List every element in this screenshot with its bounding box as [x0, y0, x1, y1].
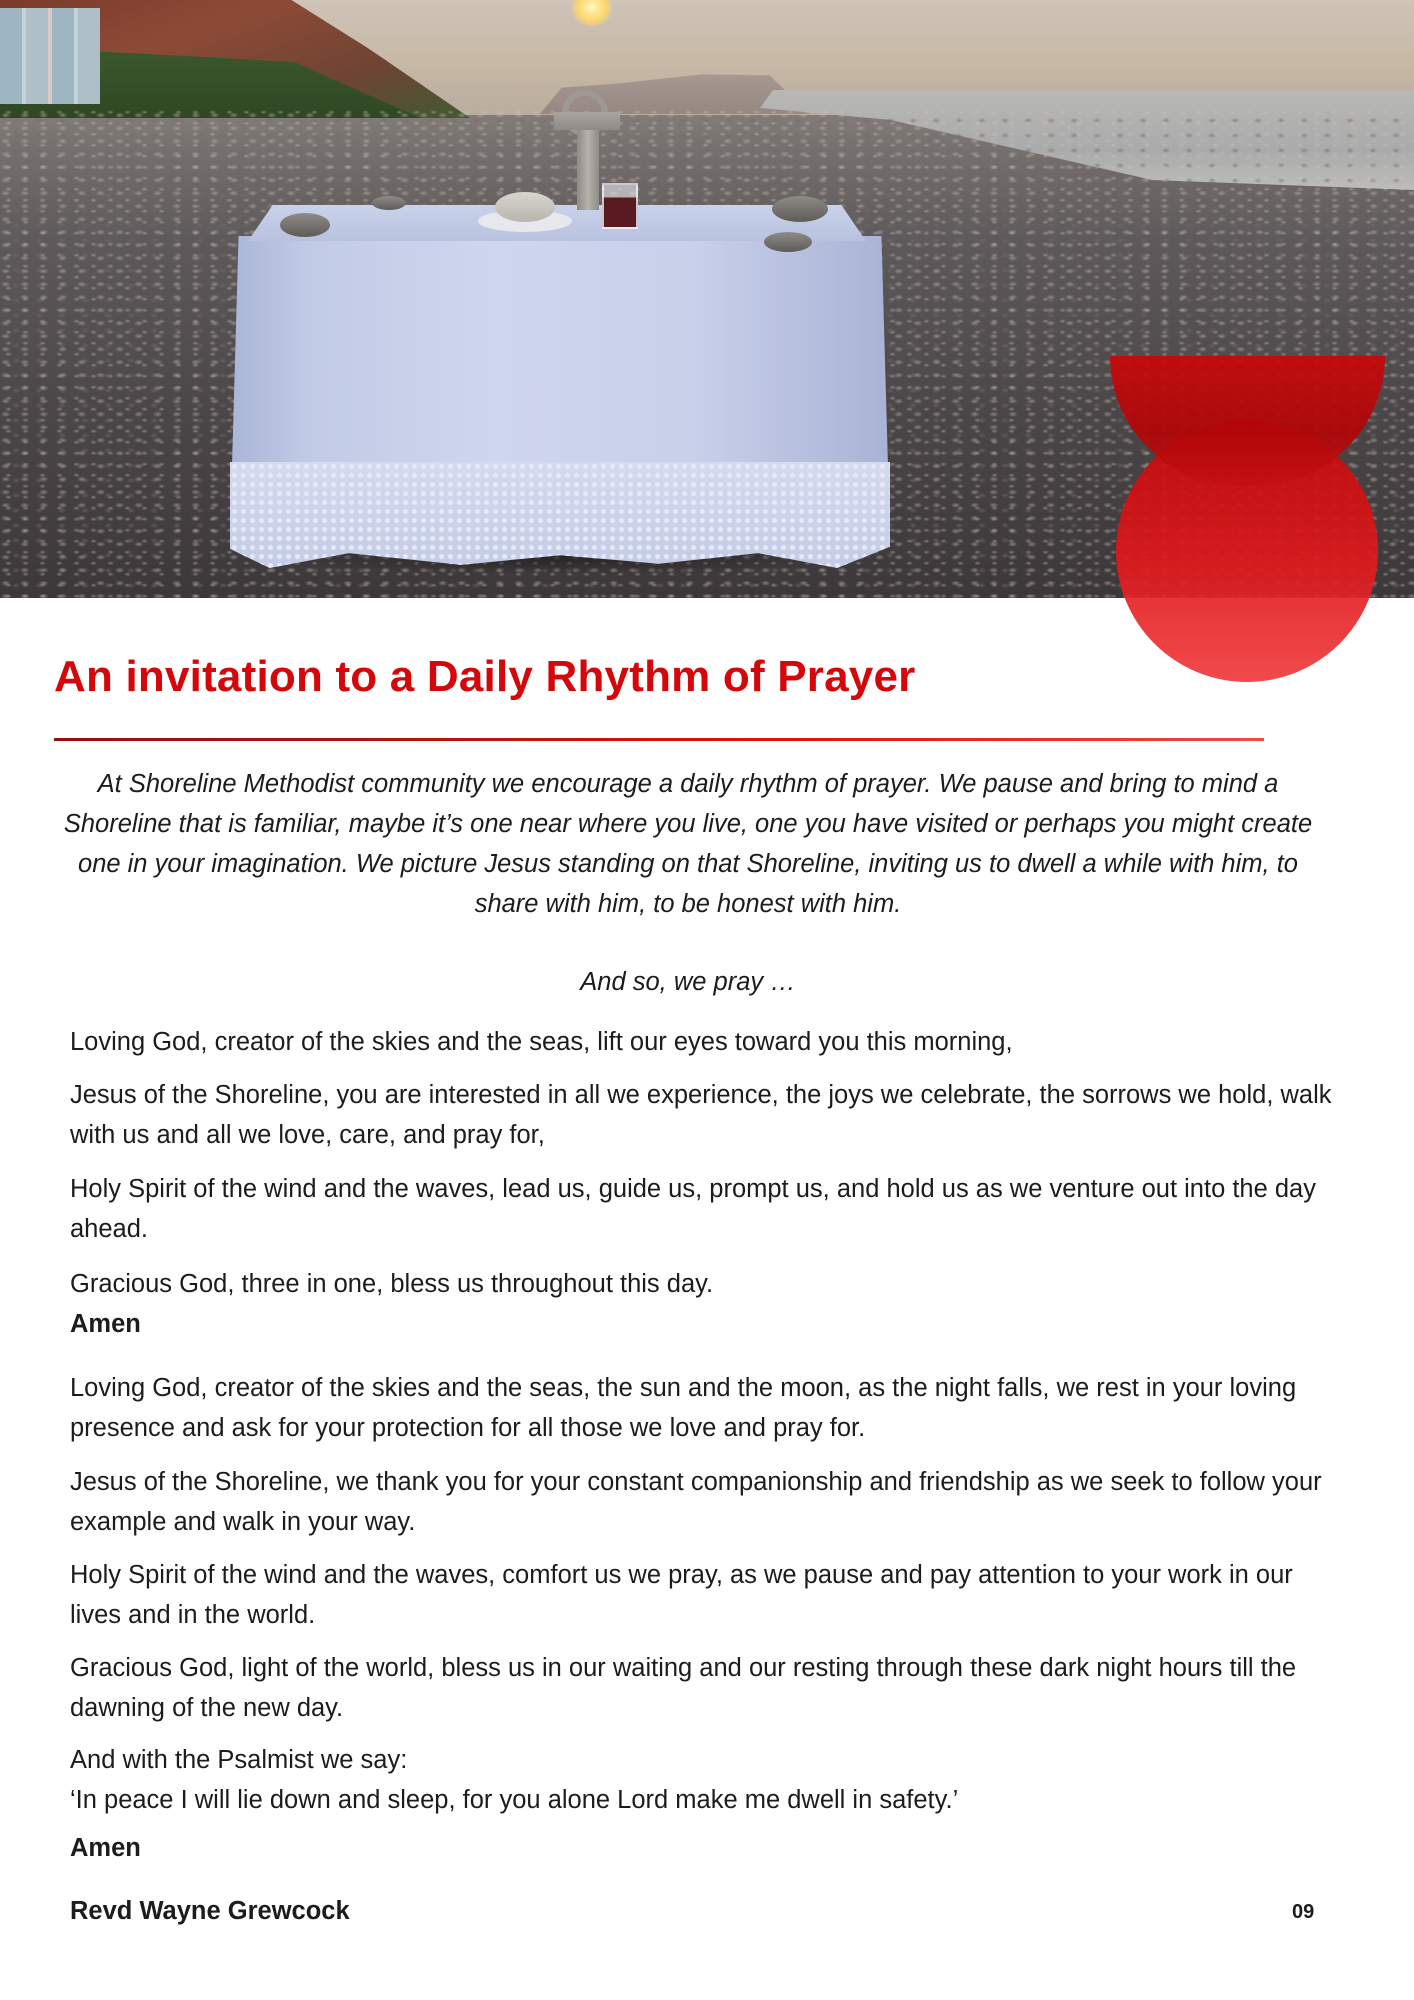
- evening-prayer-line: Gracious God, light of the world, bless us in our waiting and our resting through these dark night hours till the dawning of the new day.: [70, 1654, 1297, 1722]
- stone: [372, 196, 406, 210]
- psalm-quote: ‘In peace I will lie down and sleep, for you alone Lord make me dwell in safety.’: [70, 1786, 959, 1814]
- evening-prayer-line: Jesus of the Shoreline, we thank you for your constant companionship and friendship as we seek to follow your example and walk in your way.: [70, 1468, 1322, 1536]
- beach-huts: [0, 8, 100, 104]
- intro-paragraph: At Shoreline Methodist community we encourage a daily rhythm of prayer. We pause and bring to mind a Shoreline that is familiar, maybe it’s one near where you live, one you have visited or perhaps you might create one in your imagination. We picture Jesus standing on that Shoreline, inviting us to dwell a while with him, to share with him, to be honest with him.: [63, 770, 1313, 918]
- stone: [772, 196, 828, 222]
- morning-prayer-line: Holy Spirit of the wind and the waves, lead us, guide us, prompt us, and hold us as we venture out into the day ahead.: [70, 1175, 1316, 1243]
- morning-prayer-line: Jesus of the Shoreline, you are interested in all we experience, the joys we celebrate, the sorrows we hold, walk with us and all we love, care, and pray for,: [70, 1081, 1332, 1149]
- evening-prayer-line: Loving God, creator of the skies and the seas, the sun and the moon, as the night falls, we rest in your loving presence and ask for your protection for all those we love and pray for.: [70, 1374, 1297, 1442]
- morning-prayer-line: Gracious God, three in one, bless us throughout this day.: [70, 1270, 714, 1298]
- evening-amen: Amen: [70, 1834, 141, 1862]
- psalm-intro: And with the Psalmist we say:: [70, 1746, 408, 1774]
- page-number: 09: [1292, 1901, 1315, 1923]
- morning-amen: Amen: [70, 1310, 141, 1338]
- altar-tablecloth: [232, 236, 888, 466]
- page-title: An invitation to a Daily Rhythm of Prayer: [54, 652, 916, 701]
- altar-lace-trim: [230, 462, 890, 568]
- title-divider: [54, 738, 1264, 741]
- morning-prayer-line: Loving God, creator of the skies and the seas, lift our eyes toward you this morning,: [70, 1028, 1013, 1056]
- stone: [280, 213, 330, 237]
- lead-in: And so, we pray …: [580, 968, 796, 996]
- stone: [764, 232, 812, 252]
- evening-prayer-line: Holy Spirit of the wind and the waves, comfort us we pray, as we pause and pay attention to your work in our lives and in the world.: [70, 1561, 1293, 1629]
- celtic-cross-arm: [554, 112, 620, 130]
- author-name: Revd Wayne Grewcock: [70, 1897, 350, 1925]
- communion-cup: [602, 183, 638, 229]
- communion-bread: [495, 192, 555, 222]
